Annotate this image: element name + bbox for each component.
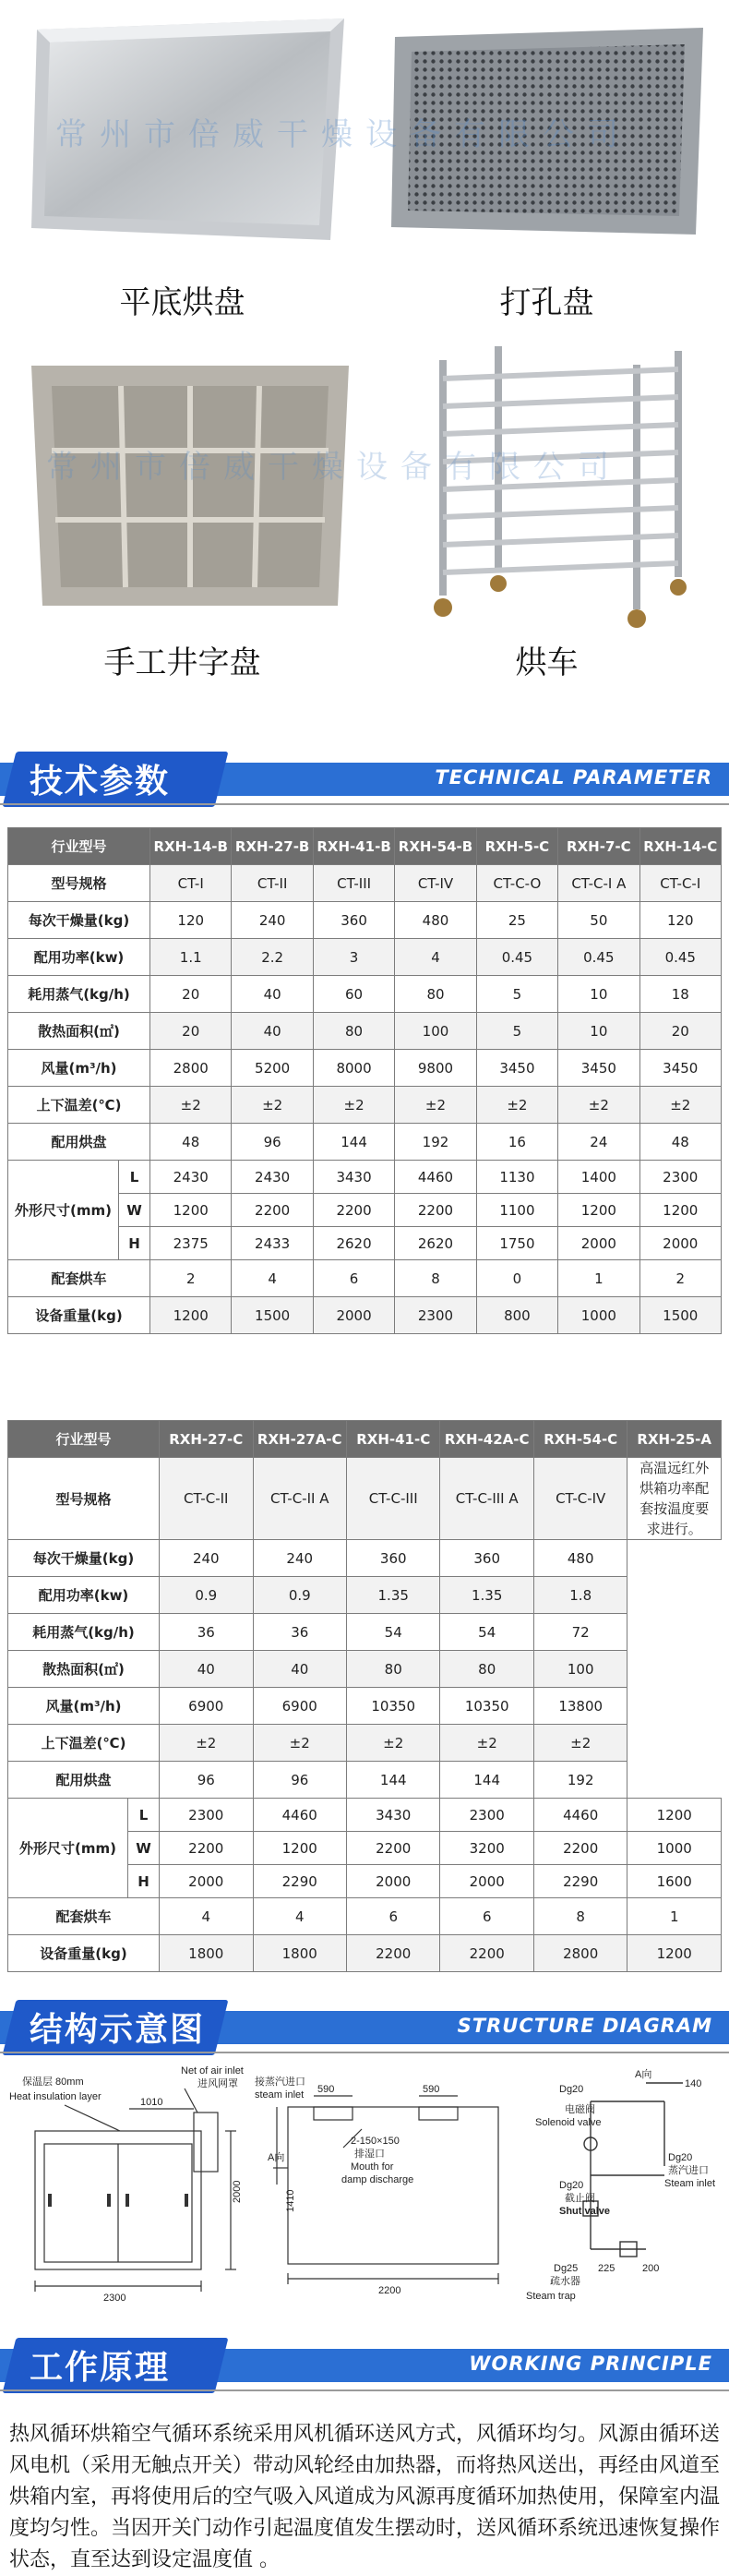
table-cell: 40 — [232, 1013, 313, 1050]
row-label: 上下温差(℃) — [8, 1725, 160, 1762]
table-cell: 360 — [440, 1540, 533, 1577]
table-cell: 50 — [558, 902, 639, 939]
watermark: 常州市倍威干燥设备有限公司 — [46, 449, 622, 486]
table-cell: 60 — [313, 976, 394, 1013]
table-cell: 2200 — [533, 1832, 627, 1865]
table-cell: 8000 — [313, 1050, 394, 1087]
model-cell: RXH-54-C — [533, 1421, 627, 1458]
table-cell: 2 — [150, 1260, 232, 1297]
table-cell: 16 — [476, 1124, 557, 1161]
model-cell: RXH-25-A — [627, 1421, 722, 1458]
table-cell: 2.2 — [232, 939, 313, 976]
damp-size-label: 2-150×150 — [351, 2136, 400, 2147]
table-cell: 480 — [533, 1540, 627, 1577]
insulation-cn-label: 保温层 80mm — [22, 2076, 84, 2088]
table-cell: 2200 — [160, 1832, 253, 1865]
table-cell: 1200 — [150, 1297, 232, 1334]
working-section-header — [0, 2332, 729, 2399]
table-cell: 3 — [313, 939, 394, 976]
dims-axis-label: L — [119, 1161, 150, 1194]
damp-en-label-1: Mouth for — [351, 2161, 394, 2173]
table-cell: CT-IV — [395, 865, 476, 902]
table-cell: 240 — [232, 902, 313, 939]
table-cell: 10 — [558, 976, 639, 1013]
steam-inlet-cn-label: 接蒸汽进口 — [255, 2076, 305, 2088]
table-cell: 144 — [440, 1762, 533, 1799]
structure-en-title: STRUCTURE DIAGRAM — [457, 2015, 712, 2037]
steam-inlet2-cn-label: 蒸汽进口 — [668, 2165, 709, 2176]
model-cell: RXH-27-C — [160, 1421, 253, 1458]
row-label: 型号规格 — [8, 1458, 160, 1540]
flat-tray-caption: 平底烘盘 — [119, 284, 245, 321]
dims-axis-label: L — [128, 1799, 160, 1832]
table-cell: 8 — [395, 1260, 476, 1297]
dg20-label-3: Dg20 — [559, 2180, 584, 2191]
table-cell: 1200 — [627, 1799, 722, 1832]
table-cell: CT-C-O — [476, 865, 557, 902]
table-cell: 9800 — [395, 1050, 476, 1087]
table-cell: CT-C-IV — [533, 1458, 627, 1540]
dims-axis-label: W — [128, 1832, 160, 1865]
table-cell: 6 — [346, 1898, 439, 1935]
table-cell: 4 — [160, 1898, 253, 1935]
table-cell: 480 — [395, 902, 476, 939]
row-label: 耗用蒸气(kg/h) — [8, 976, 150, 1013]
row-label: 配用烘盘 — [8, 1124, 150, 1161]
table-cell: 1.35 — [346, 1577, 439, 1614]
table-cell: 40 — [160, 1651, 253, 1688]
tech-section-header — [0, 746, 729, 813]
table-cell: 4 — [253, 1898, 346, 1935]
table-cell: ±2 — [313, 1087, 394, 1124]
table-cell: 1.35 — [440, 1577, 533, 1614]
dim-140: 140 — [685, 2078, 702, 2089]
table-cell: 72 — [533, 1614, 627, 1651]
model-cell: RXH-5-C — [476, 828, 557, 865]
net-air-cn-label: 进风网罩 — [197, 2078, 238, 2089]
structure-title: 结构示意图 — [30, 2011, 206, 2049]
table-cell: 2200 — [313, 1194, 394, 1227]
dg20-label-1: Dg20 — [559, 2084, 584, 2095]
model-cell: RXH-54-B — [395, 828, 476, 865]
table-cell: 48 — [150, 1124, 232, 1161]
table-cell: 120 — [150, 902, 232, 939]
dim-225: 225 — [598, 2263, 615, 2274]
table-cell: CT-C-III A — [440, 1458, 533, 1540]
table-cell: 100 — [395, 1013, 476, 1050]
table-cell: 5 — [476, 1013, 557, 1050]
table-cell: ±2 — [346, 1725, 439, 1762]
dims-label: 外形尺寸(mm) — [8, 1161, 119, 1260]
table-cell: 2200 — [346, 1935, 439, 1972]
drying-cart-caption: 烘车 — [515, 644, 579, 681]
table-cell: 120 — [639, 902, 721, 939]
row-label: 风量(m³/h) — [8, 1688, 160, 1725]
table-cell: CT-III — [313, 865, 394, 902]
table-cell: 40 — [232, 976, 313, 1013]
model-cell: RXH-14-B — [150, 828, 232, 865]
table-cell: 80 — [395, 976, 476, 1013]
table-cell: 2290 — [533, 1865, 627, 1898]
row-label: 每次干燥量(kg) — [8, 902, 150, 939]
table-cell: 1800 — [253, 1935, 346, 1972]
trap-cn-label: 疏水器 — [550, 2276, 580, 2287]
table-cell: 2000 — [160, 1865, 253, 1898]
working-en-title: WORKING PRINCIPLE — [469, 2353, 712, 2375]
dim-590-a: 590 — [317, 2084, 335, 2095]
table-cell: 1130 — [476, 1161, 557, 1194]
row-label: 风量(m³/h) — [8, 1050, 150, 1087]
table-cell: 80 — [313, 1013, 394, 1050]
watermark: 常州市倍威干燥设备有限公司 — [55, 116, 631, 153]
table-cell: 0.9 — [160, 1577, 253, 1614]
model-cell: RXH-41-B — [313, 828, 394, 865]
table-cell: 240 — [160, 1540, 253, 1577]
table-cell: 6900 — [160, 1688, 253, 1725]
table-cell: 1500 — [639, 1297, 721, 1334]
note-cell: 高温远红外烘箱功率配套按温度要求进行。 — [627, 1458, 722, 1540]
dims-axis-label: H — [128, 1865, 160, 1898]
table-cell: 20 — [639, 1013, 721, 1050]
table-cell: 2200 — [395, 1194, 476, 1227]
row-label: 配套烘车 — [8, 1898, 160, 1935]
table-cell: 240 — [253, 1540, 346, 1577]
table-cell: CT-C-I A — [558, 865, 639, 902]
table-cell: 1 — [558, 1260, 639, 1297]
dim-2200: 2200 — [378, 2285, 401, 2296]
table-cell: 8 — [533, 1898, 627, 1935]
row-label: 设备重量(kg) — [8, 1935, 160, 1972]
table-cell: 4 — [232, 1260, 313, 1297]
table-cell: 0.9 — [253, 1577, 346, 1614]
table-cell: 4460 — [533, 1799, 627, 1832]
spec-table-1 — [7, 827, 722, 1334]
shut-cn-label: 截止阀 — [565, 2193, 595, 2204]
table-cell: 1400 — [558, 1161, 639, 1194]
structure-diagram — [0, 2064, 729, 2314]
table-cell: 5200 — [232, 1050, 313, 1087]
perforated-tray-caption: 打孔盘 — [499, 284, 594, 321]
grid-tray-caption: 手工井字盘 — [103, 644, 261, 681]
table-cell: CT-C-II A — [253, 1458, 346, 1540]
table-cell: 13800 — [533, 1688, 627, 1725]
row-label: 配用功率(kw) — [8, 1577, 160, 1614]
dim-590-b: 590 — [423, 2084, 440, 2095]
table-cell: 1200 — [639, 1194, 721, 1227]
table-cell: CT-I — [150, 865, 232, 902]
table-cell: 48 — [639, 1124, 721, 1161]
table-cell: CT-C-II — [160, 1458, 253, 1540]
steam-inlet2-en-label: Steam inlet — [664, 2178, 716, 2189]
table-cell: 192 — [395, 1124, 476, 1161]
table-cell: 2800 — [533, 1935, 627, 1972]
table-cell: 80 — [346, 1651, 439, 1688]
table-cell: 3450 — [476, 1050, 557, 1087]
row-label: 设备重量(kg) — [8, 1297, 150, 1334]
table-cell: 1 — [627, 1898, 722, 1935]
insulation-en-label: Heat insulation layer — [9, 2091, 102, 2102]
table-cell: 144 — [346, 1762, 439, 1799]
table-cell: 96 — [160, 1762, 253, 1799]
table-cell: 2375 — [150, 1227, 232, 1260]
row-label: 配用功率(kw) — [8, 939, 150, 976]
damp-en-label-2: damp discharge — [341, 2174, 414, 2185]
table-cell: 3450 — [639, 1050, 721, 1087]
table-cell: 3430 — [313, 1161, 394, 1194]
table-cell: 1600 — [627, 1865, 722, 1898]
table-header-label: 行业型号 — [8, 1421, 160, 1458]
a-direction-label: A向 — [268, 2152, 285, 2163]
table-cell: 1500 — [232, 1297, 313, 1334]
table-cell: 1200 — [150, 1194, 232, 1227]
table-cell: 24 — [558, 1124, 639, 1161]
table-cell: 5 — [476, 976, 557, 1013]
table-cell: ±2 — [639, 1087, 721, 1124]
row-label: 散热面积(㎡) — [8, 1013, 150, 1050]
table-cell: 144 — [313, 1124, 394, 1161]
table-header-label: 行业型号 — [8, 828, 150, 865]
table-cell: ±2 — [253, 1725, 346, 1762]
table-cell: 54 — [440, 1614, 533, 1651]
table-cell: 2300 — [395, 1297, 476, 1334]
dims-axis-label: W — [119, 1194, 150, 1227]
dim-1410: 1410 — [285, 2189, 296, 2212]
row-label: 配用烘盘 — [8, 1762, 160, 1799]
table-cell: 80 — [440, 1651, 533, 1688]
table-cell: 6 — [440, 1898, 533, 1935]
table-cell: 2300 — [440, 1799, 533, 1832]
steam-inlet-en-label: steam inlet — [255, 2089, 305, 2101]
table-cell: 2300 — [639, 1161, 721, 1194]
table-cell: 10350 — [346, 1688, 439, 1725]
table-cell: 0.45 — [558, 939, 639, 976]
table-cell: 1200 — [558, 1194, 639, 1227]
table-cell: 0.45 — [476, 939, 557, 976]
row-label: 配套烘车 — [8, 1260, 150, 1297]
table-cell: ±2 — [160, 1725, 253, 1762]
table-cell: 0 — [476, 1260, 557, 1297]
working-principle-text: 热风循环烘箱空气循环系统采用风机循环送风方式，风循环均匀。风源由循环送风电机（采用无触点开关）带动风轮经由加热器，而将热风送出，再经由风道至烘箱内室，再将使用后的空气吸入风道成为风源再度循环加热使用，保障室内温度均匀性。当因开关门动作引起温度值发生摆动时，送风循环系统迅速恢复操作状态，直至达到设定温度值 。 — [9, 2423, 721, 2571]
table-cell: 1000 — [627, 1832, 722, 1865]
table-cell: 2430 — [232, 1161, 313, 1194]
table-cell: 2433 — [232, 1227, 313, 1260]
table-cell: 40 — [253, 1651, 346, 1688]
table-cell: 3450 — [558, 1050, 639, 1087]
damp-cn-label: 排湿口 — [354, 2149, 385, 2160]
spec-table-2 — [7, 1420, 722, 1972]
dg20-label-2: Dg20 — [668, 2152, 693, 2163]
table-cell: 360 — [313, 902, 394, 939]
shut-en-label: Shut valve — [559, 2206, 611, 2217]
dim-1010: 1010 — [140, 2097, 163, 2108]
table-cell: 1.1 — [150, 939, 232, 976]
model-cell: RXH-42A-C — [440, 1421, 533, 1458]
trap-en-label: Steam trap — [526, 2291, 576, 2302]
table-cell: 2000 — [558, 1227, 639, 1260]
table-cell: 800 — [476, 1297, 557, 1334]
model-cell: RXH-14-C — [639, 828, 721, 865]
table-cell: 4460 — [395, 1161, 476, 1194]
table-cell: 360 — [346, 1540, 439, 1577]
table-cell: ±2 — [533, 1725, 627, 1762]
dims-axis-label: H — [119, 1227, 150, 1260]
tech-en-title: TECHNICAL PARAMETER — [435, 766, 712, 788]
table-cell: 1000 — [558, 1297, 639, 1334]
table-cell: 1800 — [160, 1935, 253, 1972]
row-label: 散热面积(㎡) — [8, 1651, 160, 1688]
model-cell: RXH-7-C — [558, 828, 639, 865]
model-cell: RXH-41-C — [346, 1421, 439, 1458]
row-label: 每次干燥量(kg) — [8, 1540, 160, 1577]
dim-200: 200 — [642, 2263, 660, 2274]
table-cell: CT-II — [232, 865, 313, 902]
table-cell: ±2 — [440, 1725, 533, 1762]
row-label: 上下温差(℃) — [8, 1087, 150, 1124]
table-cell: ±2 — [476, 1087, 557, 1124]
table-cell: 2200 — [346, 1832, 439, 1865]
table-cell: 3200 — [440, 1832, 533, 1865]
model-cell: RXH-27A-C — [253, 1421, 346, 1458]
table-cell: 25 — [476, 902, 557, 939]
table-cell: 2620 — [395, 1227, 476, 1260]
table-cell: 2300 — [160, 1799, 253, 1832]
table-cell: 20 — [150, 976, 232, 1013]
table-cell: 1.8 — [533, 1577, 627, 1614]
table-cell: 2200 — [440, 1935, 533, 1972]
table-cell: 192 — [533, 1762, 627, 1799]
table-cell: 100 — [533, 1651, 627, 1688]
table-cell: 10 — [558, 1013, 639, 1050]
model-cell: RXH-27-B — [232, 828, 313, 865]
table-cell: ±2 — [232, 1087, 313, 1124]
table-cell: 6 — [313, 1260, 394, 1297]
net-air-en-label: Net of air inlet — [181, 2065, 244, 2076]
working-title: 工作原理 — [30, 2349, 171, 2387]
table-cell: 2000 — [440, 1865, 533, 1898]
table-cell: 2430 — [150, 1161, 232, 1194]
table-cell: 96 — [253, 1762, 346, 1799]
solenoid-cn-label: 电磁阀 — [565, 2104, 595, 2115]
table-cell: 0.45 — [639, 939, 721, 976]
table-cell: 2000 — [313, 1297, 394, 1334]
table-cell: 2620 — [313, 1227, 394, 1260]
table-cell: ±2 — [558, 1087, 639, 1124]
tech-title: 技术参数 — [30, 763, 171, 800]
table-cell: 2290 — [253, 1865, 346, 1898]
table-cell: 2000 — [346, 1865, 439, 1898]
table-cell: 96 — [232, 1124, 313, 1161]
dims-label: 外形尺寸(mm) — [8, 1799, 128, 1898]
dg25-label: Dg25 — [554, 2263, 579, 2274]
table-cell: 18 — [639, 976, 721, 1013]
table-cell: 2800 — [150, 1050, 232, 1087]
table-cell: 2000 — [639, 1227, 721, 1260]
solenoid-en-label: Solenoid valve — [535, 2117, 602, 2128]
table-cell: 36 — [253, 1614, 346, 1651]
a-direction-label-2: A向 — [635, 2069, 652, 2080]
table-cell: 1200 — [253, 1832, 346, 1865]
dim-2000: 2000 — [232, 2180, 243, 2203]
row-label: 耗用蒸气(kg/h) — [8, 1614, 160, 1651]
table-cell: 3430 — [346, 1799, 439, 1832]
table-cell: ±2 — [395, 1087, 476, 1124]
table-cell: 1100 — [476, 1194, 557, 1227]
table-cell: 54 — [346, 1614, 439, 1651]
table-cell: 20 — [150, 1013, 232, 1050]
table-cell: ±2 — [150, 1087, 232, 1124]
table-cell: 6900 — [253, 1688, 346, 1725]
table-cell: 1750 — [476, 1227, 557, 1260]
table-cell: 4460 — [253, 1799, 346, 1832]
structure-section-header — [0, 1994, 729, 2061]
table-cell: 36 — [160, 1614, 253, 1651]
table-cell: 4 — [395, 939, 476, 976]
table-cell: CT-C-I — [639, 865, 721, 902]
dim-2300: 2300 — [103, 2293, 126, 2304]
table-cell: 10350 — [440, 1688, 533, 1725]
table-cell: 1200 — [627, 1935, 722, 1972]
table-cell: 2200 — [232, 1194, 313, 1227]
table-cell: CT-C-III — [346, 1458, 439, 1540]
table-cell: 2 — [639, 1260, 721, 1297]
row-label: 型号规格 — [8, 865, 150, 902]
